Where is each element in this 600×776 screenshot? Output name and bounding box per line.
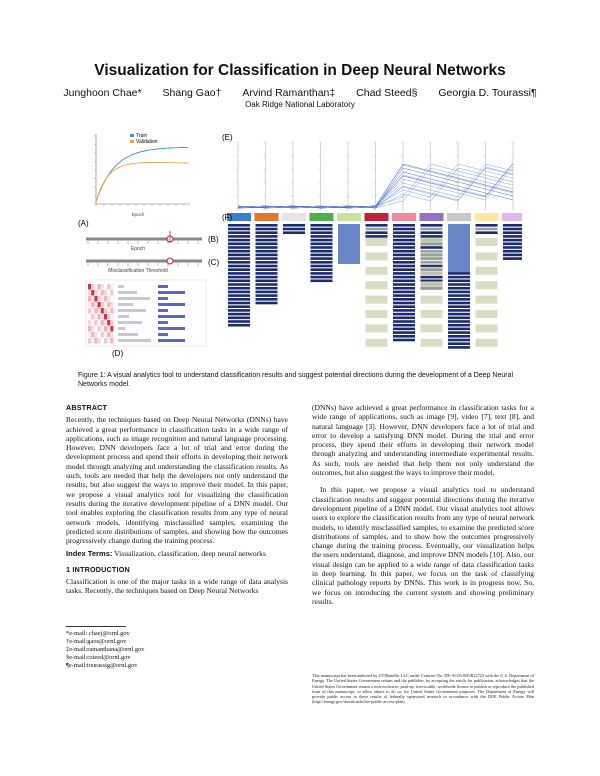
author-2: Shang Gao† [162, 87, 222, 99]
panel-b-slider [86, 231, 202, 252]
copyright-notice: This manuscript has been authored by UT-Battelle, LLC under Contract No. DE-AC05-00OR22725 with the U.S. Department of Energy. The United States Government retains and the publisher, by accepting the article for publication, acknowledges that the United States Government retains a non-exclusive, paid-up, irrevocable, worldwide license to publish or reproduce the published form of this manuscript, or allow others to do so, for United States Government purposes. The Department of Energy will provide public access to these results of federally sponsored research in accordance with the DOE Public Access Plan (http://energy.gov/downloads/doe-public-access-plan). [312, 673, 534, 705]
abstract-heading: ABSTRACT [66, 403, 108, 412]
panel-label-f: (F) [222, 213, 233, 222]
footnote-3: ‡e-mail:ramanthana@ornl.gov [66, 646, 145, 654]
footnote-4: §e-mail:csteed@ornl.gov [66, 654, 131, 662]
panel-c-slider [86, 258, 202, 274]
panel-label-e: (E) [222, 133, 233, 142]
axis-label-a: Epoch [131, 212, 145, 217]
footnote-1: *e-mail: chaej@ornl.gov [66, 630, 130, 637]
left-column [66, 403, 288, 600]
intro-paragraph-2: In this paper, we propose a visual analytics tool to understand classification results and suggest potential directions during the iterative development pipeline of a DNN model. Our visual analytics tool allows users to explore the classification results from any type of neural network models, to identify misclassified samples, to examine the predicted score distributions of samples, and to show how the outcomes progressively change during the training process. Eventually, our visualization helps the users understand, diagnose, and improve DNN models [10]. Also, our visual design can be applied to a wide range of data classification tasks in deep learning. In this paper, we focus on the task of classifying clinical pathology reports by DNNs. This work is in progress now. So, we focus on introducing the current system and showing preliminary results. [312, 485, 534, 606]
footnote-5: ¶e-mail:tourassig@ornl.gov [66, 662, 138, 670]
panel-a-chart [94, 133, 190, 217]
axis-label-c: Misclassification Threshold [108, 268, 168, 274]
panel-e-parallel-coordinates [236, 142, 513, 210]
right-column [312, 403, 534, 610]
author-5: Georgia D. Tourassi¶ [438, 87, 537, 99]
figure-caption: Figure 1: A visual analytics tool to understand classification results and suggest potential directions during the development of a Deep Neural Networks model. [78, 372, 514, 388]
affiliation: Oak Ridge National Laboratory [245, 100, 355, 109]
author-1: Junghoon Chae* [63, 87, 142, 99]
footnotes [66, 626, 266, 670]
intro-text: Classification is one of the major tasks in a wide range of data analysis tasks. Recently, the techniques based on Deep Neural Networks [66, 577, 288, 596]
abstract-text: Recently, the techniques based on Deep Neural Networks (DNNs) have achieved a great performance in classification tasks in a wide range of applications, such as image recognition and natural language processing. However, DNN developers face a lot of trial and error during the development process and spend their efforts in developing their network model through analyzing and understanding the classification results. As such, tools are needed that help the developers not only understand the results, but also suggest the ways to improve their model. In this paper, we propose a visual analytics tool for visualizing the classification results during the iterative development pipeline of a DNN model. Our tool enables exploring the classification results from any type of neural network models, identifying misclassified samples, examining the predicted score distributions of samples, and showing how the outcomes progressively change during the training process. [66, 415, 288, 546]
legend-train: Train [136, 133, 148, 139]
author-4: Chad Steed§ [356, 87, 418, 99]
panel-f-columns [227, 213, 522, 349]
index-terms-label: Index Terms: [66, 549, 113, 559]
author-list [0, 87, 600, 99]
index-terms [66, 549, 288, 558]
panel-label-b: (B) [208, 235, 219, 244]
panel-label-c: (C) [208, 258, 220, 267]
panel-d-matrix [86, 280, 206, 346]
teaser-figure [78, 128, 522, 360]
axis-label-b: Epoch [130, 246, 146, 252]
author-3: Arvind Ramanthan‡ [242, 87, 336, 99]
panel-label-a: (A) [78, 219, 89, 228]
panel-label-d: (D) [112, 349, 124, 358]
intro-continued: (DNNs) have achieved a great performance in classification tasks for a wide range of applications, such as image [9], video [7], text [8], and natural language [3]. However, DNN developers face a lot of trial and error to develop a satisfying DNN model. During the trial and error process, they spend their efforts in developing their network model through analyzing and understanding intermediate experimental results. As such, tools are needed that help them not only understand the outcomes, but also suggest the ways to improve their model. [312, 403, 534, 478]
intro-heading: 1 INTRODUCTION [66, 564, 130, 574]
index-terms-text: Visualization, classification, deep neural networks [114, 549, 266, 559]
legend-validation: Validation [136, 139, 158, 145]
footnote-2: †e-mail:gaos@ornl.gov [66, 638, 127, 646]
paper-title: Visualization for Classification in Deep Neural Networks [94, 62, 506, 79]
